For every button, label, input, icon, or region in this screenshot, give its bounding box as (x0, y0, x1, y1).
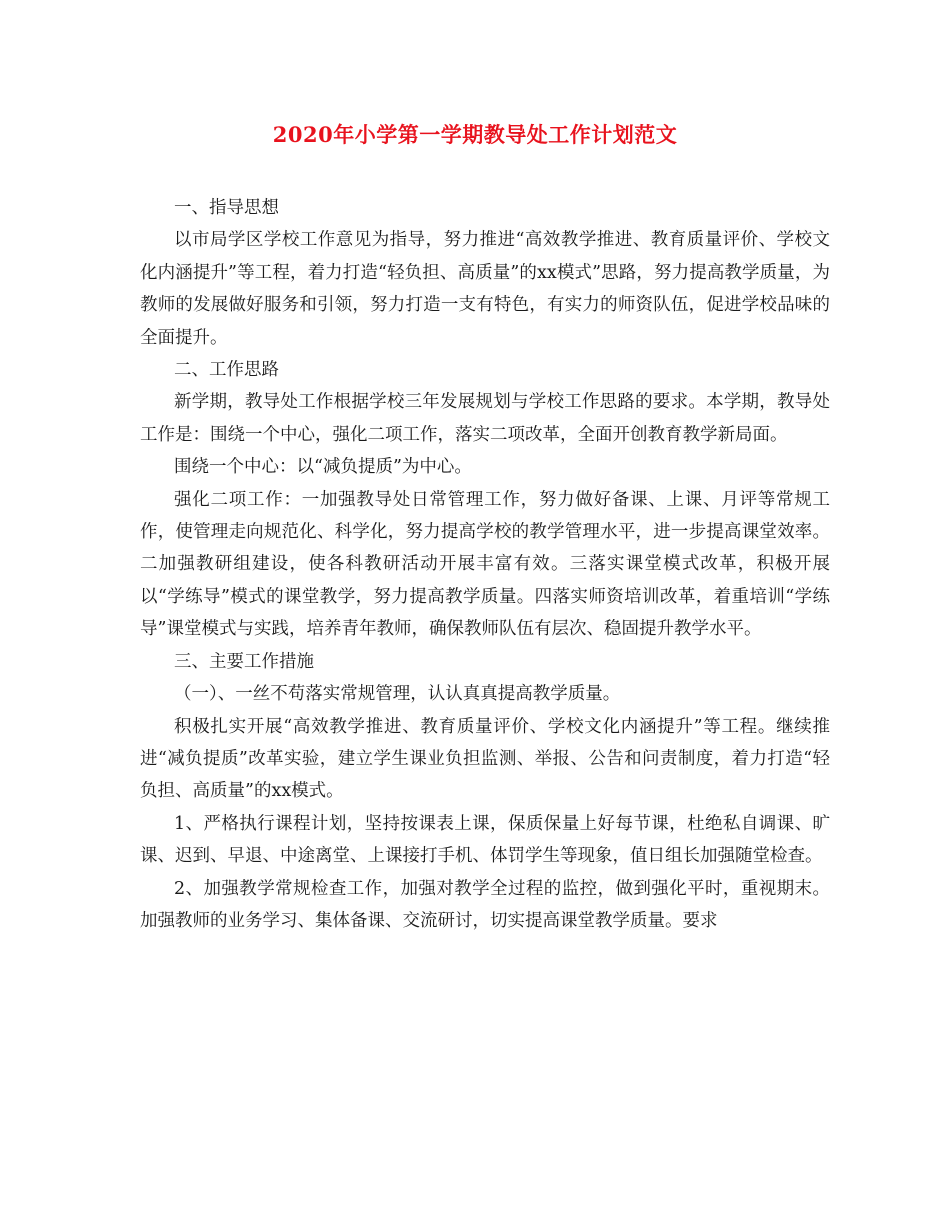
paragraph: 1、严格执行课程计划，坚持按课表上课，保质保量上好每节课，杜绝私自调课、旷课、迟到、早退、中途离堂、上课接打手机、体罚学生等现象，值日组长加强随堂检查。 (140, 813, 830, 867)
paragraph: 以市局学区学校工作意见为指导，努力推进“高效教学推进、教育质量评价、学校文化内涵提升”等工程，着力打造“轻负担、高质量”的xx模式”思路，努力提高教学质量，为教师的发展做好服务和引领，努力打造一支有特色，有实力的师资队伍，促进学校品味的全面提升。 (140, 230, 830, 348)
section-heading: 二、工作思路 (174, 360, 279, 381)
paragraph: 积极扎实开展“高效教学推进、教育质量评价、学校文化内涵提升”等工程。继续推进“减负提质”改革实验，建立学生课业负担监测、举报、公告和问责制度，着力打造“轻负担、高质量”的xx模式。 (140, 716, 830, 802)
paragraph: 新学期，教导处工作根据学校三年发展规划与学校工作思路的要求。本学期，教导处工作是：围绕一个中心，强化二项工作，落实二项改革，全面开创教育教学新局面。 (140, 392, 830, 445)
document-body (140, 192, 830, 937)
subsection-heading: （一）、一丝不苟落实常规管理，认认真真提高教学质量。 (174, 684, 621, 705)
paragraph: 围绕一个中心：以“减负提质”为中心。 (174, 457, 472, 478)
paragraph: 强化二项工作：一加强教导处日常管理工作，努力做好备课、上课、月评等常规工作，使管理走向规范化、科学化，努力提高学校的教学管理水平，进一步提高课堂效率。二加强教研组建设，使各科教研活动开展丰富有效。三落实课堂模式改革，积极开展以“学练导”模式的课堂教学，努力提高教学质量。四落实师资培训改革，着重培训“学练导”课堂模式与实践，培养青年教师，确保教师队伍有层次、稳固提升教学水平。 (140, 489, 830, 640)
section-heading: 一、指导思想 (174, 198, 279, 218)
document-title: 2020年小学第一学期教导处工作计划范文 (272, 122, 678, 147)
section-heading: 三、主要工作措施 (174, 651, 314, 672)
paragraph: 2、加强教学常规检查工作，加强对教学全过程的监控，做到强化平时，重视期末。加强教师的业务学习、集体备课、交流研讨，切实提高课堂教学质量。要求 (140, 878, 830, 931)
